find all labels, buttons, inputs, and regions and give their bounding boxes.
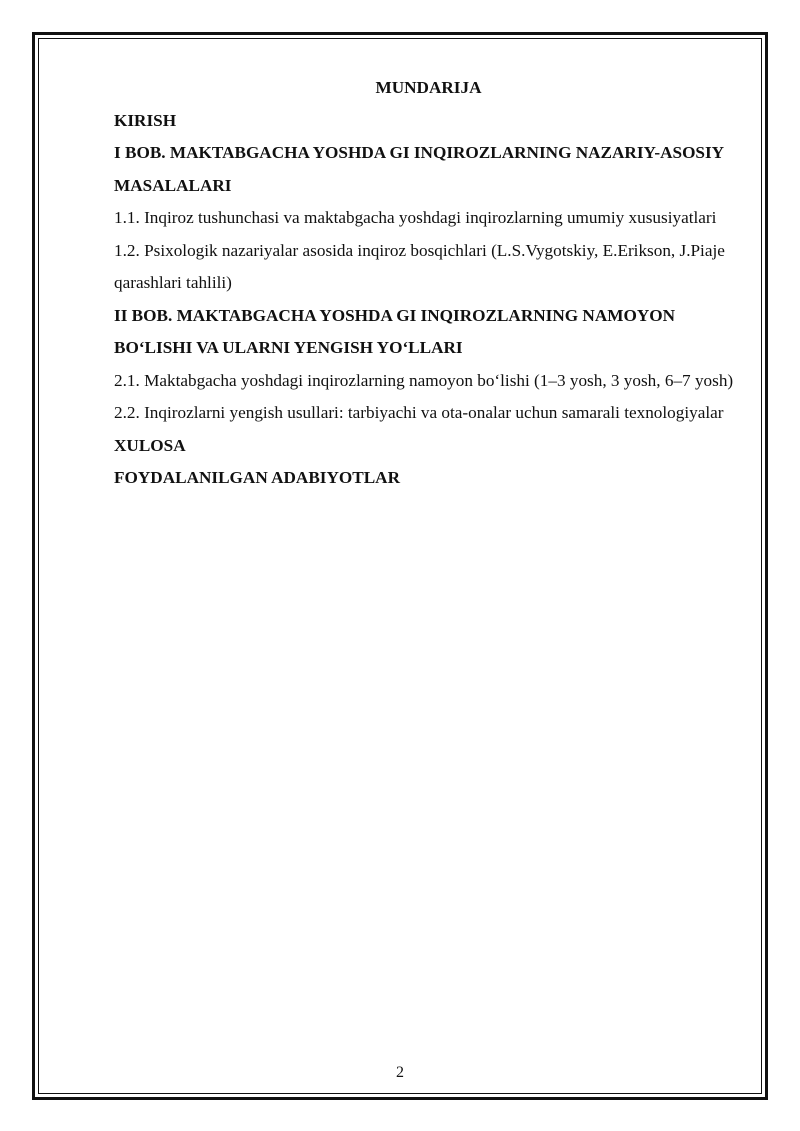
toc-entry-conclusion: XULOSA: [114, 435, 186, 455]
toc-entry-chapter-2: II BOB. MAKTABGACHA YOSHDA GI INQIROZLARNING NAMOYON BO‘LISHI VA ULARNI YENGISH YO‘LLARI: [114, 305, 676, 357]
toc-entry-section-1-2: 1.2. Psixologik nazariyalar asosida inqiroz bosqichlari (L.S.Vygotskiy, E.Erikson, J.Piaje qarashlari tahlili): [114, 240, 725, 292]
toc-entry-section-2-1: 2.1. Maktabgacha yoshdagi inqirozlarning namoyon bo‘lishi (1–3 yosh, 3 yosh, 6–7 yosh): [114, 370, 734, 390]
toc-entry-references: FOYDALANILGAN ADABIYOTLAR: [114, 468, 401, 487]
table-of-contents: [114, 72, 739, 495]
toc-entry-section-2-2: 2.2. Inqirozlarni yengish usullari: tarbiyachi va ota-onalar uchun samarali texnologiyalar: [114, 403, 724, 422]
toc-entry-introduction: KIRISH: [114, 110, 177, 130]
toc-title: MUNDARIJA: [375, 78, 482, 97]
toc-entry-chapter-1: I BOB. MAKTABGACHA YOSHDA GI INQIROZLARNING NAZARIY-ASOSIY MASALALARI: [114, 143, 724, 195]
page-number: 2: [396, 1064, 404, 1081]
toc-entry-section-1-1: 1.1. Inqiroz tushunchasi va maktabgacha yoshdagi inqirozlarning umumiy xususiyatlari: [114, 208, 717, 227]
